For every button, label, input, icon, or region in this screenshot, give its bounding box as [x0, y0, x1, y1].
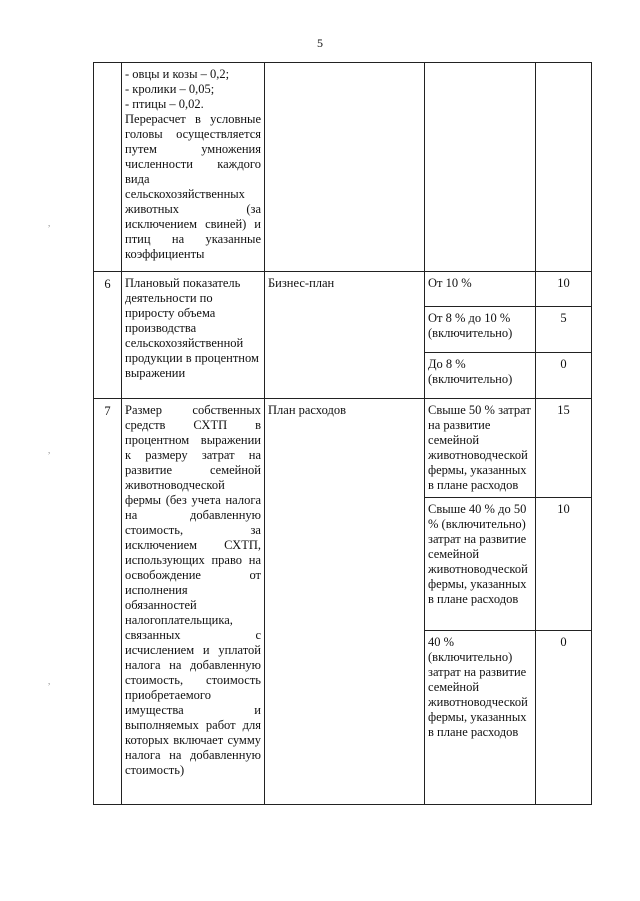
points-cell: 10 [536, 272, 592, 307]
criterion-cell: Плановый показатель деятельности по приросту объема производства сельскохозяйственной продукции в процентном выражении [122, 272, 265, 399]
condition-cell: До 8 % (включительно) [425, 353, 536, 399]
condition-cell: 40 % (включительно) затрат на развитие семейной животноводческой фермы, указанных в плане расходов [425, 631, 536, 805]
points-cell: 15 [536, 399, 592, 498]
condition-cell: Свыше 50 % затрат на развитие семейной животноводческой фермы, указанных в плане расходов [425, 399, 536, 498]
margin-mark: , [48, 676, 51, 686]
table-row [94, 399, 592, 498]
page-number: 5 [317, 36, 323, 50]
row-number: 7 [94, 399, 122, 805]
points-cell: 0 [536, 631, 592, 805]
table-row [94, 272, 592, 307]
source-cell: Бизнес-план [265, 272, 425, 399]
source-cell [265, 63, 425, 272]
condition-cell: От 8 % до 10 % (включительно) [425, 307, 536, 353]
criterion-line: - кролики – 0,05; [125, 82, 215, 96]
condition-cell: Свыше 40 % до 50 % (включительно) затрат на развитие семейной животноводческой фермы, указанных в плане расходов [425, 498, 536, 631]
criteria-table [93, 62, 592, 805]
points-cell: 5 [536, 307, 592, 353]
source-cell: План расходов [265, 399, 425, 805]
points-cell: 0 [536, 353, 592, 399]
margin-mark: , [48, 445, 51, 455]
points-cell [536, 63, 592, 272]
points-cell: 10 [536, 498, 592, 631]
criterion-cell [122, 63, 265, 272]
criterion-line: - птицы – 0,02. [125, 97, 204, 111]
row-number: 6 [94, 272, 122, 399]
table-row [94, 63, 592, 272]
criterion-line: Перерасчет в условные головы осуществляется путем умножения численности каждого вида сельскохозяйственных животных (за исключением свиней) и птиц на указанные коэффициенты [125, 112, 261, 261]
condition-cell [425, 63, 536, 272]
condition-cell: От 10 % [425, 272, 536, 307]
margin-mark: , [48, 218, 51, 228]
criterion-cell: Размер собственных средств СХТП в процентном выражении к размеру затрат на развитие семейной животноводческой фермы (без учета налога на добавленную стоимость, за исключением СХТП, использующих право на освобождение от исполнения обязанностей налогоплательщика, связанных с исчислением и уплатой налога на добавленную стоимость, стоимость приобретаемого имущества и выполняемых работ для которых включает сумму налога на добавленную стоимость) [122, 399, 265, 805]
row-number [94, 63, 122, 272]
criterion-line: - овцы и козы – 0,2; [125, 67, 230, 81]
